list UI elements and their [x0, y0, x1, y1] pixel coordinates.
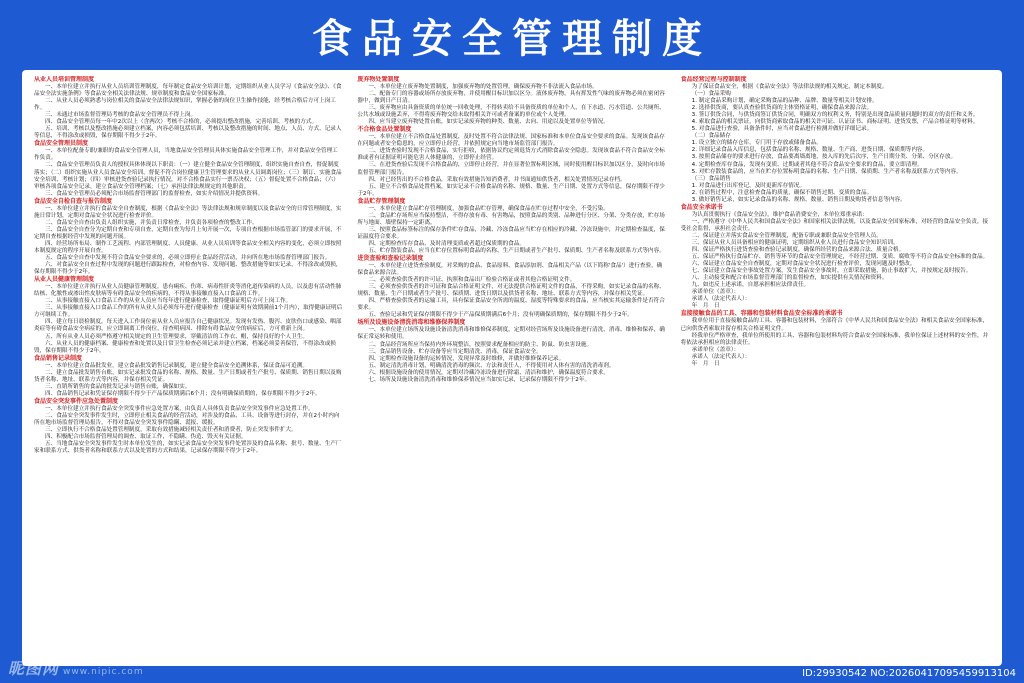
section-paragraph: 三、食品销售设备、贮存设备等应当定期清洗、消毒，保证食品安全。 — [368, 348, 542, 355]
section-paragraph: 一、本单位建立进货查验制度，对采购的食品、食品原料、食品添加剂、食品相关产品（以下简称'食品'）进行查验，确保食品来源合法。 — [357, 263, 663, 277]
section-paragraph: 四、积极配合市场监督管理局的调查、取证工作，不隐瞒、伪造、毁灭有关证据。 — [45, 434, 247, 441]
section-paragraph: （二）食品储存 — [691, 133, 731, 140]
section-paragraph: 四、保证严格执行进货查验和查验记录制度，确保所经营的食品来源合法、质量合格。 — [691, 247, 905, 254]
column-right — [681, 76, 990, 660]
section-paragraph: （一）食品采购 — [691, 91, 731, 98]
section-paragraph: 二、配备专门的容器或场所存放废弃物，并使用醒目标识加以区分。液体废弃物，具有挥发性气味的废弃物必须在密闭容器中，做到日产日清。 — [357, 91, 665, 105]
section-paragraph: 五、食品安全自查中发现不符合食品安全要求的，必须立即停止食品经营活动，并向所在地市场监督管理部门报告。 — [45, 255, 331, 262]
section-paragraph: 七、保证建立食品安全事故处置方案，发生食品安全事故时，立即采取措施，防止事故扩大，并按规定及时报告。 — [691, 268, 972, 275]
section-paragraph: 五、建立不合格食品处置档案，如实记录不合格食品的名称、规格、数量、生产日期、处置方式等信息，保存期限不得少于2年。 — [357, 183, 665, 197]
section-paragraph: 三、食品安全自查分为定期自查和专项自查，定期自查为每月上旬开展一次，专项自查根据市场监管部门的要求开展，不定期自查根据经营中发现的问题开展。 — [34, 226, 342, 240]
section-paragraph: 九、如违反上述承诺，自愿承担相应法律责任。 — [691, 282, 810, 289]
section-paragraph: 承诺单位（盖章）： — [691, 289, 740, 296]
section-heading: 食品经营过程与控制制度 — [680, 76, 747, 83]
section-paragraph: 1. 对食品进行出库登记，及时更新库存情况。 — [691, 182, 806, 189]
section-paragraph: 三、在进货查验后发现不合格食品的，立即停止经营，并在显著位置标明区域，同时使用醒目标识加以区分，及时向市场监督管理部门报告。 — [357, 162, 665, 176]
section-paragraph: 5. 对食品进行查验，具备条件时，应当对食品进行检测并做好详细记录。 — [691, 126, 873, 133]
section-paragraph: 五、保证严格执行食品贮存、销售等环节的食品安全管理规定，不经营过期、变质、腐败等不符合食品安全标准的食品。 — [691, 254, 989, 261]
section-paragraph: 承诺单位（盖章）： — [691, 346, 740, 353]
section-paragraph: 六、从业人员的健康档案、健康检查和处置以及日常卫生检查必须记录并建立档案，档案必须妥善保管，不得涂改或损毁，保存期限不得少于2年。 — [34, 340, 336, 354]
section-paragraph: 4. 定期检查库存食品，发现有变质、过期或者其他不符合食品安全要求的食品，要立即清理。 — [691, 161, 923, 168]
section-paragraph: 二、保证建立并落实食品安全管理制度，配备专职或兼职食品安全管理人员。 — [691, 232, 882, 239]
section-paragraph: 3. 按照食品储存的要求进行存放，食品要离墙离地，按入库的先后次序，生产日期分类、分架、分区存放。 — [691, 154, 957, 161]
poster-title: 食品安全管理制度 — [312, 15, 712, 62]
section-paragraph: 二、食品安全自查由负责人组织实施，并负责日常检查，并负责各项检查的整改工作。 — [45, 219, 258, 226]
section-paragraph: 一、本单位建立并执行从业人员健康管理制度。患有痢疾、伤寒、病毒性肝炎等消化道传染病的人员，以及患有活动性肺结核、化脓性或渗出性皮肤病等有碍食品安全的疾病的，不得从事接触直接入口食品的工作。 — [34, 284, 342, 298]
section-paragraph: 三、保证从业人员具备相应的健康证明，定期组织从业人员进行食品安全知识培训。 — [691, 239, 899, 246]
section-paragraph: 年 月 日 — [691, 360, 720, 367]
section-paragraph: 4. 索取食品的相关票证，向供货商索取食品的相关许可证、认证证书、商标证明、进货发票，产品合格证明等材料。 — [691, 119, 979, 126]
section-paragraph: 二、食品安全突发事件发生时，立即停止相关食品的经营活动，对涉及的食品、工具、设备等进行封存，并在2小时内向所在地市场监督管理局报告，不得对食品安全突发事件隐瞒、谎报、缓报。 — [34, 412, 340, 426]
section-paragraph: 2. 在销售过程中，注意检查食品的质量，确保不销售过期、变质的食品。 — [691, 189, 873, 196]
section-heading: 从业人员健康管理制度 — [34, 276, 95, 284]
section-paragraph: 五、查验记录和凭证保存期限不得少于产品保质期满后6个月；没有明确保质期的，保存期限不得少于2年。 — [368, 312, 633, 319]
section-paragraph: 二、食品经营场所应当保持内外环境整洁，按照要求配备相应的防尘、防鼠、防虫害设施。 — [368, 341, 593, 348]
section-paragraph: 三、从事接触直接入口食品工作的所有从业人员必须每年进行健康检查（健康证明有效期满前1个月内），取得健康证明后方可继续工作。 — [34, 305, 343, 319]
section-paragraph: 1. 设立独立的储存仓库，专门用于存放或储备食品。 — [691, 140, 822, 147]
section-paragraph: 五、培训、考核以及整改措施必须建立档案，内容必须包括培训、考核以及整改措施的时间、地点、人员、方式、记录人等信息，不得涂改或损毁，保存期限不得少于2年。 — [34, 126, 342, 140]
section-paragraph: 六、根据设施设备的使用情况，定期对冷藏冷冻设备进行除霜、清洁和维护，确保温度符合要求。 — [368, 369, 609, 376]
section-paragraph: 三、废弃物应由具备资质的单位统一回收处理，不得转卖给不具备资质的单位和个人，在下水道、污水管道、公共厕所、公共水域或设施丢弃，不得将废弃物交给未取得相关许可或者备案的单位或个人处理。 — [357, 105, 665, 119]
section-paragraph: 一、本单位配备专职/兼职的食品安全管理人员，当地食品安全管理员具体实施食品安全管理工作，并对食品安全管理工作负责。 — [34, 148, 338, 162]
section-paragraph: 一、本单位建立并执行从业人员培训管理制度，每年制定食品安全培训计划，定期组织从业人员学习《食品安全法》、《食品安全法实施条例》等食品安全相关法律法规、规章制度和食品安全国家标准。 — [34, 84, 342, 98]
section-paragraph: 一、本单位建立不合格食品处置制度，及时处置不符合法律法规、国家标准和本单位食品安全要求的食品。发现该食品存在问题或者安全隐患的，应立即停止经营，并依照规定向当地市场监管部门报告。 — [357, 134, 665, 148]
section-paragraph: 四、定期检查库存食品，及时清理变质或者超过保质期的食品。 — [368, 240, 525, 247]
image-id-tag: ID:29930542 NO:20260417095459913104 — [802, 668, 1016, 679]
section-paragraph: 五、贮存散装食品，应当在贮存位置标明食品的名称、生产日期或者生产批号、保质期、生产者名称及联系方式等内容。 — [368, 247, 665, 254]
watermark-brand: 昵图网 — [8, 659, 60, 678]
section-paragraph: （三）食品销售 — [691, 175, 731, 182]
section-paragraph: 八、主动接受和配合市场监督管理部门的监督检查，如实提供有关情况和资料。 — [691, 275, 888, 282]
section-paragraph: 为认真贯彻执行《食品安全法》，维护食品消费安全，本单位郑重承诺： — [691, 211, 868, 218]
section-paragraph: 经我单位严格审查，我单位所使用的工具、容器和包装材料均符合食品安全国家标准，我单位保证上述材料的安全性，并将依法承担相应的法律责任。 — [680, 332, 989, 346]
section-heading: 从业人员培训管理制度 — [34, 76, 95, 83]
column-middle — [357, 76, 666, 660]
section-paragraph: 一、严格遵守《中华人民共和国食品安全法》和国家相关法律法规，以及食品安全国家标准，对经营的食品安全负责，接受社会监督，承担社会责任。 — [680, 218, 989, 232]
section-paragraph: 五、制定清洗消毒计划，明确清洗消毒的频次、方法和责任人，不得使用对人体有害的清洗消毒剂。 — [368, 362, 615, 369]
section-paragraph: 四、食品安全管理员每一年中2次以上（含两次）考核不合格的，必须提出整改措施，完善培训、考核的方式。 — [45, 119, 318, 126]
section-heading: 食品销售记录制度 — [34, 354, 83, 362]
section-paragraph: 三、必须查验供货者的许可证和食品合格证明文件，对无法提供合格证明文件的食品，不得采购。如实记录食品的名称、规格、数量、生产日期或者生产批号、保质期、进货日期以及供货者名称、地址、联系方式等内容，并保存相关凭证。 — [357, 284, 665, 298]
watermark-logo — [8, 656, 144, 679]
section-paragraph: 四、应当建立废弃物处置台账，如实记录废弃物的种类、数量、去向、用途以及处置单位等情况。 — [368, 119, 609, 126]
section-paragraph: 三、按照食品标签标注的保存条件贮存食品，冷藏、冷冻食品应当贮存在相应的冷藏、冷冻设施中，并定期检查温度，保证温度符合要求。 — [357, 226, 665, 240]
section-heading: 场所及设施设备清洗消毒和维修保养制度 — [357, 319, 466, 327]
section-heading: 食品安全承诺书 — [680, 203, 723, 211]
content-panel — [22, 70, 1002, 666]
section-paragraph: 三、食品安全管理员必须配合市场监督管理部门的监督检查，如实介绍情况并提供资料。 — [45, 190, 264, 197]
section-paragraph: 四、经营场所布局、制作工艺流程、内部管理制度、人员健康、从业人员培训等食品安全相关内容的变化，必须立即按照本制度规定的程序开展自查。 — [34, 240, 342, 254]
section-paragraph: 四、建立每日晨检制度，每天进入工作岗位前从业人员应报告自己健康状况。发现有发热、腹泻、皮肤伤口或感染、咽部炎症等有碍食品安全病症的，应立即调离工作岗位，待查明病因、排除有碍食品安全的病症后，方可重新上岗。 — [34, 319, 342, 333]
section-paragraph: 七、场所及设施设备清洗消毒和维修保养情况应当如实记录，记录保存期限不得少于2年。 — [368, 376, 591, 383]
section-paragraph: 二、从业人员必须熟悉与岗位相关的食品安全法律法规知识，掌握必备的岗位卫生操作技能，经考核合格后方可上岗工作。 — [34, 98, 336, 112]
section-paragraph: 四、严格查验供货者的运输工具，具有保证食品安全所需的温度、湿度等特殊要求的食品，应当核实其运输条件是否符合要求。 — [357, 298, 665, 312]
section-paragraph: 3. 做好销售记录，如实记录食品的名称、规格、数量、销售日期及购货者信息等内容。 — [691, 196, 906, 203]
section-paragraph: 3. 签订供货合同，与供货商签订供货合同，明确双方的权利义务，特别是出现食品质量问题时的双方的责任和义务。 — [691, 112, 979, 119]
section-paragraph: 二、进货查验时发现不合格食品，实行拒收，依据协议约定须退货方式消除食品安全隐患。发现该食品不符合食品安全标准或者有证据证明可能危害人体健康的，立即停止经营。 — [357, 148, 665, 162]
column-left — [34, 76, 343, 660]
section-paragraph: 为了保证食品安全，根据《食品安全法》等法律法规的相关规定，制定本制度。 — [691, 84, 888, 90]
section-heading: 废弃物处置制度 — [357, 76, 400, 83]
section-paragraph: 三、未通过市场监督管理局考核的食品安全管理员不得上岗。 — [45, 112, 197, 119]
section-paragraph: 5. 对贮存散装食品的，应当在贮存位置标明食品的名称、生产日期、保质期、生产者名称及联系方式等内容。 — [691, 168, 962, 175]
section-paragraph: 四、定期检查设施设备的运转情况，发现异常及时维修，并做好维修保养记录。 — [368, 355, 565, 362]
section-paragraph: 一、本单位建立食品批发业，建立食品批发销售记录制度，建立健全食品安全追溯体系，保证食品可追溯。 — [45, 362, 308, 369]
section-paragraph: 一、本单位建立场所及设施设备清洗消毒和维修保养制度，定期对经营场所及设施设备进行清洗、消毒、维修和保养，确保正常运转和使用。 — [357, 327, 665, 341]
section-paragraph: 我单位用于直接接触食品的工具、容器和包装材料，全部符合《中华人民共和国食品安全法》和相关食品安全国家标准，已向供货者索取并留存相关合格证明文件。 — [680, 318, 989, 332]
section-heading: 食品安全突发事件应急处置制度 — [34, 397, 119, 405]
section-paragraph: 四、对已经售出的不合格食品，采取有效措施告知消费者，并书面通知供货者，相关处置情况记录存档。 — [368, 176, 626, 183]
section-paragraph: 承诺人（法定代表人）： — [691, 296, 751, 303]
section-paragraph: 三、直销所销售的食品的批发记录与销售台账，确保如实。 — [45, 383, 191, 390]
section-paragraph: 一、本单位建立并执行食品安全突发事件应急处置方案，由负责人具体负责食品安全突发事件应急处置工作。 — [45, 405, 314, 412]
section-paragraph: 六、对食品安全自查过程中发现的问题进行跟踪检查，对检查内容、发现问题、整改措施等如实记录，不得涂改或毁损，保存期限不得少于2年。 — [34, 262, 342, 276]
poster-header — [0, 0, 1024, 70]
section-paragraph: 二、必须查验供货者的许可证、执照和食品出厂检验合格证或者其他合格证明文件。 — [368, 277, 576, 284]
section-paragraph: 年 月 日 — [691, 303, 720, 310]
section-paragraph: 五、所有从业人员必须严格遵守相关规定的卫生管理要求，穿戴清洁的工作衣、帽，保持良好的个人卫生。 — [45, 333, 308, 340]
section-paragraph: 二、食品安全管理员负责人的授权具体体现以下职责：（一）建立健全食品安全管理制度，组织实施自查自查，督促制度落实；（二）组织实施从业人员食品安全培训，督促不符合岗位健康卫生管理要求的从业人员调离岗位；（三）制订、实施食品安全培训、考核计划；（四）审核进货查验记录执行情况，对不合格食品实行一票否决权；（五）督促处置不合格食品；（六）审核各项食品安全记录，建立食品安全管理档案；（七）承担法律法规规定的其他职责。 — [34, 162, 342, 190]
section-heading: 直接接触食品的工具、容器和包装材料食品安全标准的承诺书 — [680, 310, 843, 318]
section-paragraph: 承诺人（法定代表人）： — [691, 353, 751, 360]
section-paragraph: 六、保证建立食品安全自查制度，定期对食品安全状况进行检查评价，发现问题及时整改。 — [691, 261, 916, 268]
section-heading: 食品安全自检自查与报告制度 — [34, 197, 113, 205]
section-paragraph: 二、从事接触直接入口食品工作的从业人员应当每年进行健康检查，取得健康证明后方可上岗工作。 — [45, 298, 292, 305]
section-paragraph: 四、食品销售记录和凭证保存期限不得少于产品保质期满后6个月；没有明确保质期的，保存期限不得少于2年。 — [45, 390, 321, 397]
section-heading: 进货查验和查验记录制度 — [357, 255, 424, 263]
section-paragraph: 二、食品贮存场所应当保持整洁，不得存放有毒、有害物品，按照食品的类别、品种进行分区、分架、分类存放，贮存场所与地面、墙壁保持一定距离。 — [357, 212, 665, 226]
section-paragraph: 一、本单位建立废弃物处置制度，加强废弃物的处置管理，确保废弃物不非法流入食品市场。 — [368, 84, 598, 90]
section-paragraph: 二、建立食品批发销售台账，如实记录批发食品的名称、规格、数量、生产日期或者生产批号、保质期、销售日期以及购货者名称、地址、联系方式等内容，并保存相关凭证。 — [34, 369, 342, 383]
section-paragraph: 2. 详细记录食品入库信息，包括食品的名称、规格、数量、生产商、进货日期、保质期等内容。 — [691, 147, 929, 154]
section-paragraph: 2. 选择供货商，要认真查验供货商的主体资格证明，确保食品来源合法。 — [691, 105, 873, 112]
section-paragraph: 三、立即执行不合格食品处置管理制度，采取有效措施减轻相关责任者和消费者，防止突发事件扩大。 — [45, 427, 297, 434]
section-heading: 不合格食品处置制度 — [357, 126, 412, 134]
section-paragraph: 一、本单位建立食品贮存管理制度，加强食品贮存管理，确保食品在贮存过程中安全，不受污染。 — [368, 205, 609, 212]
section-heading: 食品安全管理员制度 — [34, 140, 89, 148]
section-paragraph: 1. 制定食品采购计划，确定采购食品的品种、品牌、数量等相关计划安排。 — [691, 98, 878, 105]
section-paragraph: 一、本单位建立并执行食品安全自查制度，根据《食品安全法》等法律法规和规章制度以及食品安全的日常管理制度，实施日常计划，定期对食品安全状况进行检查评价。 — [34, 205, 342, 219]
section-paragraph: 五、当地食品安全突发事件发生时本单位发生的，如实记录食品安全突发事件处置涉及的食品名称、批号、数量、生产厂家和联系方式、供货者名称和联系方式以及处置的方式和结果，记录保存期限不得少于2年。 — [34, 441, 342, 455]
watermark-url: www.nipic.com — [63, 667, 144, 677]
section-heading: 食品贮存管理制度 — [357, 197, 406, 205]
